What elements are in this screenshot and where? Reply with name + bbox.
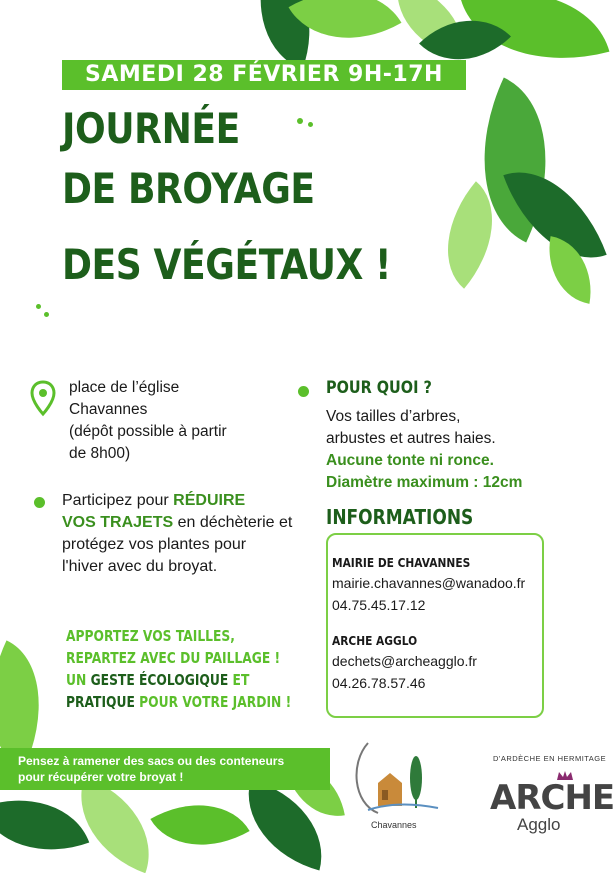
why-line-bold: Aucune tonte ni ronce. — [326, 452, 494, 469]
contact-phone[interactable]: 04.26.78.57.46 — [332, 675, 426, 691]
contact-name: MAIRIE DE CHAVANNES — [332, 555, 471, 570]
bottom-banner — [0, 748, 330, 790]
contact-block — [332, 554, 542, 694]
slogan-part: POUR VOTRE JARDIN ! — [134, 693, 292, 711]
bottom-banner-line: Pensez à ramener des sacs ou des conteneurs — [18, 754, 285, 768]
date-banner: SAMEDI 28 FÉVRIER 9H-17H — [62, 60, 466, 90]
contact-email[interactable]: mairie.chavannes@wanadoo.fr — [332, 575, 526, 591]
slogan-part: GESTE ÉCOLOGIQUE — [90, 671, 229, 689]
reduce-text: en déchèterie et — [173, 514, 293, 531]
slogan-part: ET — [228, 671, 250, 689]
why-block — [326, 406, 522, 494]
page-title-line-3: DES VÉGÉTAUX ! — [62, 240, 392, 289]
arche-name: ARCHE — [490, 778, 614, 818]
decoration-dot — [36, 304, 41, 309]
leaf-decoration — [150, 779, 249, 871]
location-line: (dépôt possible à partir — [69, 423, 227, 440]
why-line-bold: Diamètre maximum : 12cm — [326, 474, 523, 491]
bullet-dot — [34, 497, 45, 508]
page-title-line-1: JOURNÉE — [62, 104, 240, 153]
location-line: place de l’église — [69, 379, 180, 396]
slogan-line: REPARTEZ AVEC DU PAILLAGE ! — [66, 649, 281, 667]
bullet-dot — [298, 386, 309, 397]
slogan-part: PRATIQUE — [66, 693, 135, 711]
reduce-text: protégez vos plantes pour — [62, 536, 247, 553]
slogan-part: UN — [66, 671, 91, 689]
why-line: Vos tailles d’arbres, — [326, 408, 461, 425]
page-title-line-2: DE BROYAGE — [62, 164, 315, 213]
informations-heading: INFORMATIONS — [326, 505, 474, 529]
reduce-highlight: RÉDUIRE — [173, 492, 246, 509]
decoration-dot — [44, 312, 49, 317]
contact-phone[interactable]: 04.75.45.17.12 — [332, 597, 426, 613]
chavannes-logo-icon — [348, 738, 448, 818]
decoration-dot — [308, 122, 313, 127]
arche-tagline: D'ARDÈCHE EN HERMITAGE — [493, 754, 607, 763]
slogan-block — [66, 625, 292, 713]
reduce-paragraph — [62, 490, 302, 578]
bottom-banner-line: pour récupérer votre broyat ! — [18, 770, 184, 784]
why-heading: POUR QUOI ? — [326, 378, 432, 398]
location-line: Chavannes — [69, 401, 148, 418]
leaf-decoration — [0, 777, 89, 873]
location-line: de 8h00) — [69, 445, 131, 462]
contact-email[interactable]: dechets@archeagglo.fr — [332, 653, 477, 669]
reduce-text: l'hiver avec du broyat. — [62, 558, 218, 575]
chavannes-label: Chavannes — [371, 820, 417, 830]
reduce-highlight: VOS TRAJETS — [62, 514, 174, 531]
slogan-line: APPORTEZ VOS TAILLES, — [66, 627, 235, 645]
map-pin-icon — [30, 380, 56, 416]
location-block — [69, 377, 227, 465]
why-line: arbustes et autres haies. — [326, 430, 496, 447]
reduce-text: Participez pour — [62, 492, 174, 509]
decoration-dot — [297, 118, 303, 124]
contact-name: ARCHE AGGLO — [332, 633, 418, 648]
arche-sub: Agglo — [517, 815, 561, 834]
